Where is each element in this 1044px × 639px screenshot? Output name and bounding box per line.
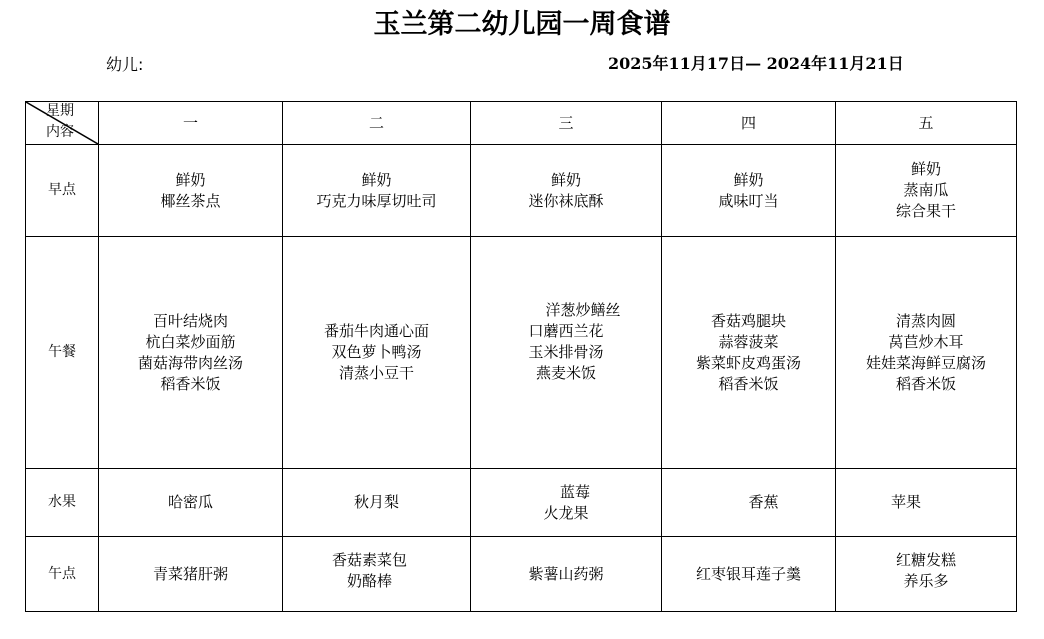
menu-item: 蓝莓 [559, 482, 590, 501]
menu-item: 香蕉 [748, 493, 779, 511]
row-label-fruit: 水果 [26, 469, 99, 537]
menu-cell [99, 537, 283, 612]
menu-item: 双色萝卜鸭汤 [331, 343, 422, 361]
menu-cell [836, 469, 1017, 537]
menu-item: 养乐多 [903, 572, 949, 590]
menu-cell [283, 469, 471, 537]
menu-item: 鲜奶 [175, 170, 206, 189]
day-header-thursday: 四 [662, 102, 836, 145]
menu-item: 紫菜虾皮鸡蛋汤 [695, 353, 801, 372]
menu-cell [471, 145, 662, 237]
menu-cell [99, 145, 283, 237]
menu-item: 香菇鸡腿块 [710, 311, 786, 330]
corner-label-weekday: 星期 [46, 103, 74, 119]
menu-item: 清蒸肉圆 [895, 311, 956, 330]
child-name-label: 幼儿: [106, 55, 144, 74]
menu-item: 苹果 [890, 493, 921, 511]
menu-cell [283, 145, 471, 237]
weekly-menu-table [25, 101, 1017, 612]
header-row [26, 102, 1017, 145]
menu-item: 杭白菜炒面筋 [145, 332, 236, 351]
menu-item: 哈密瓜 [167, 493, 213, 511]
menu-item: 青菜猪肝粥 [152, 564, 228, 583]
menu-cell [836, 237, 1017, 469]
menu-item: 迷你袜底酥 [528, 191, 604, 210]
menu-item: 蒸南瓜 [903, 181, 949, 199]
menu-cell [471, 237, 662, 469]
menu-item: 口蘑西兰花 [528, 321, 604, 340]
row-label-lunch: 午餐 [26, 237, 99, 469]
menu-item: 鲜奶 [361, 170, 392, 189]
menu-cell [99, 237, 283, 469]
menu-cell [471, 537, 662, 612]
menu-item: 巧克力味厚切吐司 [316, 191, 437, 210]
menu-item: 娃娃菜海鲜豆腐汤 [865, 353, 986, 372]
menu-cell [283, 537, 471, 612]
menu-item: 综合果干 [895, 202, 956, 220]
menu-item: 百叶结烧肉 [152, 311, 228, 330]
day-header-friday: 五 [836, 102, 1017, 145]
menu-item: 蒜蓉菠菜 [718, 332, 779, 351]
menu-item: 清蒸小豆干 [338, 364, 414, 382]
corner-header-cell [26, 102, 99, 145]
day-header-tuesday: 二 [283, 102, 471, 145]
corner-label-content: 内容 [46, 124, 74, 140]
row-label-afternoon-snack: 午点 [26, 537, 99, 612]
day-header-wednesday: 三 [471, 102, 662, 145]
menu-cell [662, 537, 836, 612]
menu-item: 红糖发糕 [895, 551, 956, 569]
menu-item: 稻香米饭 [718, 374, 779, 393]
table-row [26, 537, 1017, 612]
page-title: 玉兰第二幼儿园一周食谱 [373, 9, 671, 40]
menu-item: 火龙果 [543, 503, 589, 522]
menu-cell [662, 469, 836, 537]
menu-item: 鲜奶 [910, 160, 941, 178]
day-header-monday: 一 [99, 102, 283, 145]
date-range: 2025年11月17日— 2024年11月21日 [608, 54, 904, 73]
menu-item: 奶酪棒 [346, 572, 392, 590]
menu-item: 秋月梨 [353, 493, 399, 511]
menu-item: 稻香米饭 [160, 374, 221, 393]
menu-item: 鲜奶 [550, 170, 581, 189]
table-row [26, 237, 1017, 469]
row-label-breakfast: 早点 [26, 145, 99, 237]
menu-cell [836, 145, 1017, 237]
menu-item: 鲜奶 [733, 170, 764, 189]
menu-item: 香菇素菜包 [331, 551, 407, 569]
menu-item: 燕麦米饭 [535, 363, 596, 382]
menu-item: 椰丝茶点 [160, 191, 221, 210]
menu-cell [471, 469, 662, 537]
menu-item: 咸味叮当 [718, 191, 779, 210]
menu-item: 稻香米饭 [895, 374, 956, 393]
menu-item: 玉米排骨汤 [528, 342, 604, 361]
menu-cell [836, 537, 1017, 612]
menu-item: 莴苣炒木耳 [888, 332, 964, 351]
menu-item: 洋葱炒鳝丝 [545, 300, 621, 319]
menu-cell [283, 237, 471, 469]
menu-item: 菌菇海带肉丝汤 [137, 353, 243, 372]
menu-cell [662, 237, 836, 469]
table-row [26, 469, 1017, 537]
menu-cell [662, 145, 836, 237]
menu-item: 番茄牛肉通心面 [323, 322, 429, 340]
menu-cell [99, 469, 283, 537]
table-row [26, 145, 1017, 237]
menu-item: 红枣银耳莲子羹 [695, 564, 801, 583]
menu-item: 紫薯山药粥 [528, 564, 604, 583]
